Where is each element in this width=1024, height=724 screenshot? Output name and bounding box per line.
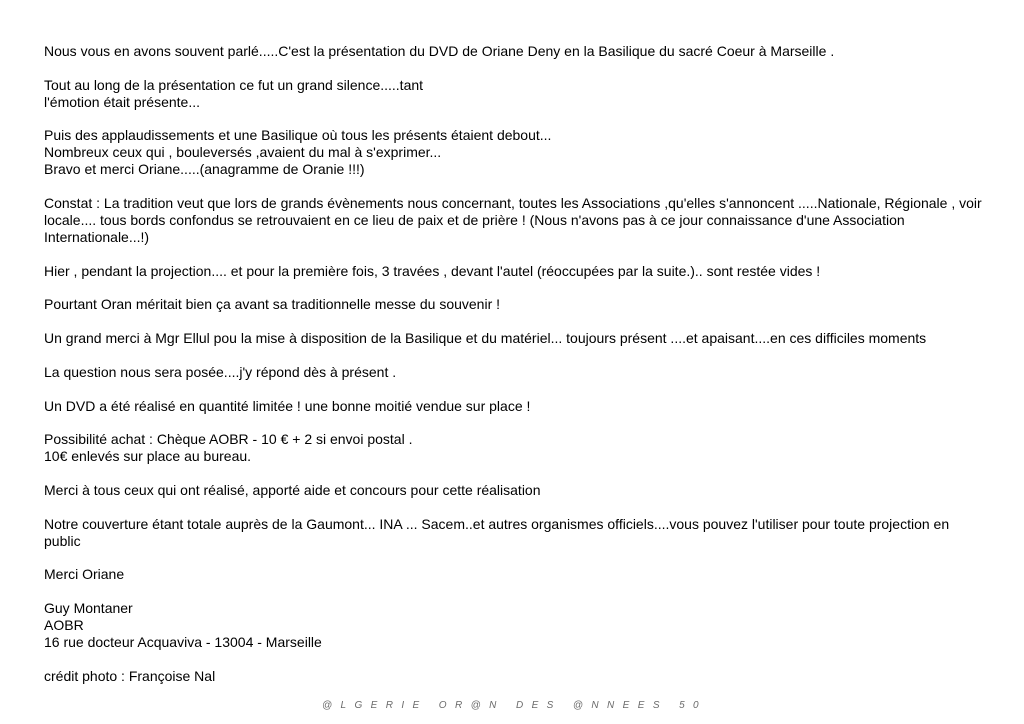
paragraph-silence (44, 77, 984, 111)
paragraph-intro (44, 43, 984, 60)
paragraph-thanks-all (44, 482, 984, 499)
paragraph-oran (44, 296, 984, 313)
text-block: Notre couverture étant totale auprès de la Gaumont... INA ... Sacem..et autres organismes officiels....vous pouvez l'utiliser pour toute projection en public (44, 515, 950, 549)
text-line: Merci Oriane (44, 566, 125, 583)
document-body (44, 43, 984, 701)
text-line: La question nous sera posée....j'y répond dès à présent . (44, 363, 397, 380)
text-line: Un grand merci à Mgr Ellul pou la mise à disposition de la Basilique et du matériel... toujours présent ....et apaisant....en ces difficiles moments (44, 330, 927, 347)
signature-address: 16 rue docteur Acquaviva - 13004 - Marseille (44, 633, 322, 650)
text-line: 10€ enlevés sur place au bureau. (44, 448, 252, 465)
signature-name: Guy Montaner (44, 599, 133, 616)
photo-credit (44, 668, 984, 685)
paragraph-applause (44, 127, 984, 178)
signature-block (44, 600, 984, 651)
page-footer: @LGERIE OR@N DES @NNEES 50 (321, 700, 707, 711)
paragraph-question (44, 364, 984, 381)
text-line: Tout au long de la présentation ce fut un grand silence.....tant (44, 76, 424, 93)
paragraph-hier (44, 263, 984, 280)
paragraph-dvd (44, 398, 984, 415)
paragraph-coverage (44, 516, 984, 550)
signature-org: AOBR (44, 616, 84, 633)
text-line: Hier , pendant la projection.... et pour la première fois, 3 travées , devant l'autel (réoccupées par la suite.).. sont restée vides ! (44, 262, 821, 279)
paragraph-constat (44, 195, 984, 246)
text-block: Constat : La tradition veut que lors de grands évènements nous concernant, toutes les Associations ,qu'elles s'annoncent .....Nationale, Régionale , voir locale.... tous bords confondus se retrouvaient en ce lieu de paix et de prière ! (Nous n'avons pas à ce jour connaissance d'une Association Internationale...!) (44, 195, 982, 246)
text-line: crédit photo : Françoise Nal (44, 667, 216, 684)
text-line: Pourtant Oran méritait bien ça avant sa traditionnelle messe du souvenir ! (44, 296, 501, 313)
text-line: Un DVD a été réalisé en quantité limitée ! une bonne moitié vendue sur place ! (44, 397, 531, 414)
paragraph-purchase (44, 431, 984, 465)
text-line: Nous vous en avons souvent parlé.....C'est la présentation du DVD de Oriane Deny en la Basilique du sacré Coeur à Marseille . (44, 43, 835, 59)
text-line: l'émotion était présente... (44, 93, 200, 110)
paragraph-merci-oriane (44, 566, 984, 583)
text-line: Nombreux ceux qui , bouleversés ,avaient du mal à s'exprimer... (44, 144, 442, 161)
text-line: Bravo et merci Oriane.....(anagramme de Oranie !!!) (44, 161, 365, 178)
paragraph-thanks-mgr (44, 330, 984, 347)
text-line: Merci à tous ceux qui ont réalisé, apporté aide et concours pour cette réalisation (44, 481, 541, 498)
text-line: Puis des applaudissements et une Basilique où tous les présents étaient debout... (44, 127, 552, 144)
text-line: Possibilité achat : Chèque AOBR - 10 € + 2 si envoi postal . (44, 431, 413, 448)
